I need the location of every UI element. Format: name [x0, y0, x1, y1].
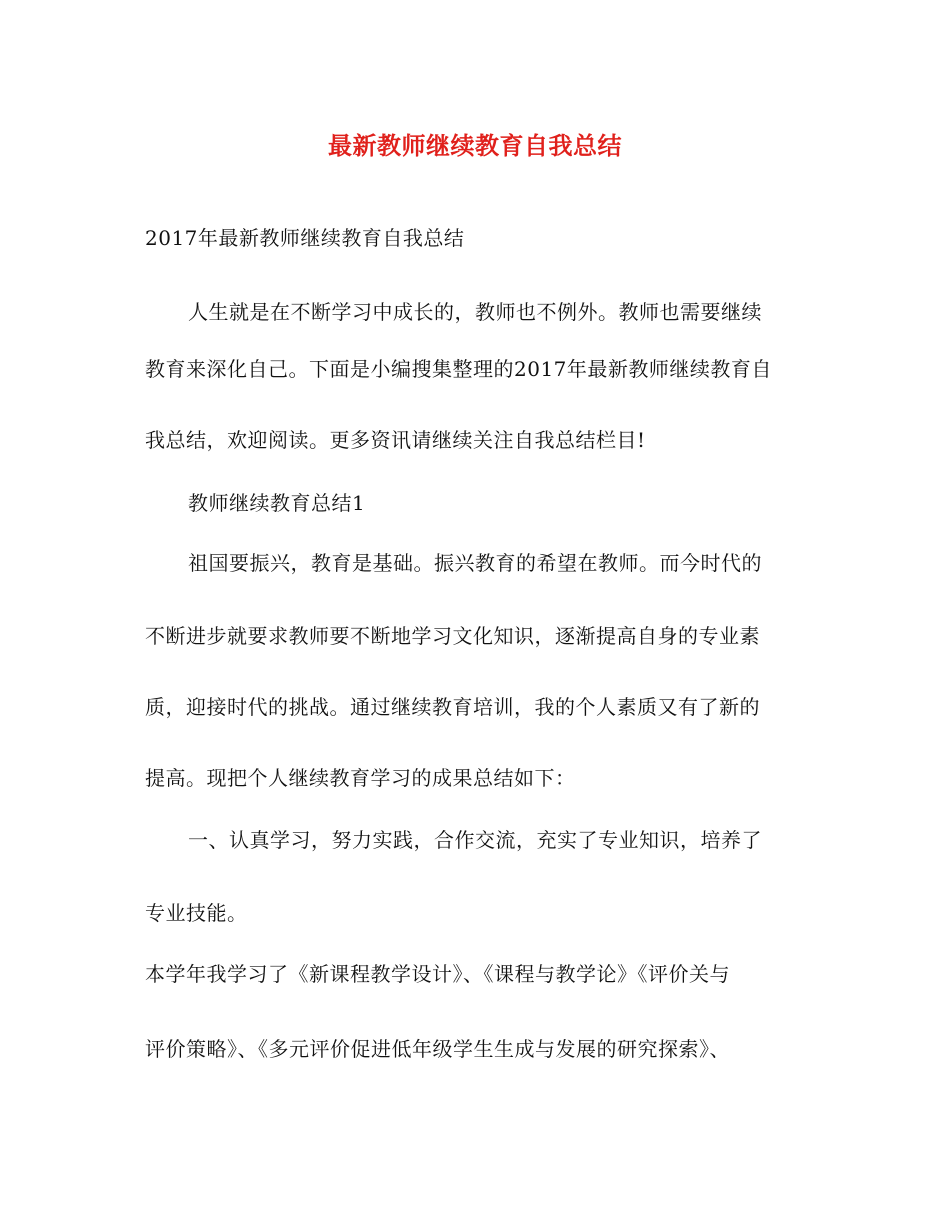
paragraph-line: 人生就是在不断学习中成长的，教师也不例外。教师也需要继续 — [188, 300, 762, 324]
document-title: 最新教师继续教育自我总结 — [328, 131, 622, 160]
paragraph-line: 本学年我学习了《新课程教学设计》、《课程与教学论》《评价关与 — [145, 962, 730, 986]
section-heading: 教师继续教育总结1 — [188, 491, 366, 515]
paragraph-line: 不断进步就要求教师要不断地学习文化知识，逐渐提高自身的专业素 — [145, 624, 760, 648]
paragraph-line: 评价策略》、《多元评价促进低年级学生生成与发展的研究探索》、 — [145, 1037, 730, 1061]
paragraph-line: 祖国要振兴，教育是基础。振兴教育的希望在教师。而今时代的 — [188, 551, 762, 575]
paragraph-line: 质，迎接时代的挑战。通过继续教育培训，我的个人素质又有了新的 — [145, 695, 760, 719]
paragraph-line: 一、认真学习，努力实践，合作交流，充实了专业知识，培养了 — [188, 828, 762, 852]
paragraph-line: 我总结，欢迎阅读。更多资讯请继续关注自我总结栏目! — [145, 428, 646, 452]
subtitle-line: 2017年最新教师继续教育自我总结 — [145, 226, 465, 250]
paragraph-line: 教育来深化自己。下面是小编搜集整理的2017年最新教师继续教育自 — [145, 357, 772, 381]
paragraph-line: 提高。现把个人继续教育学习的成果总结如下： — [145, 766, 576, 790]
paragraph-line: 专业技能。 — [145, 901, 248, 925]
